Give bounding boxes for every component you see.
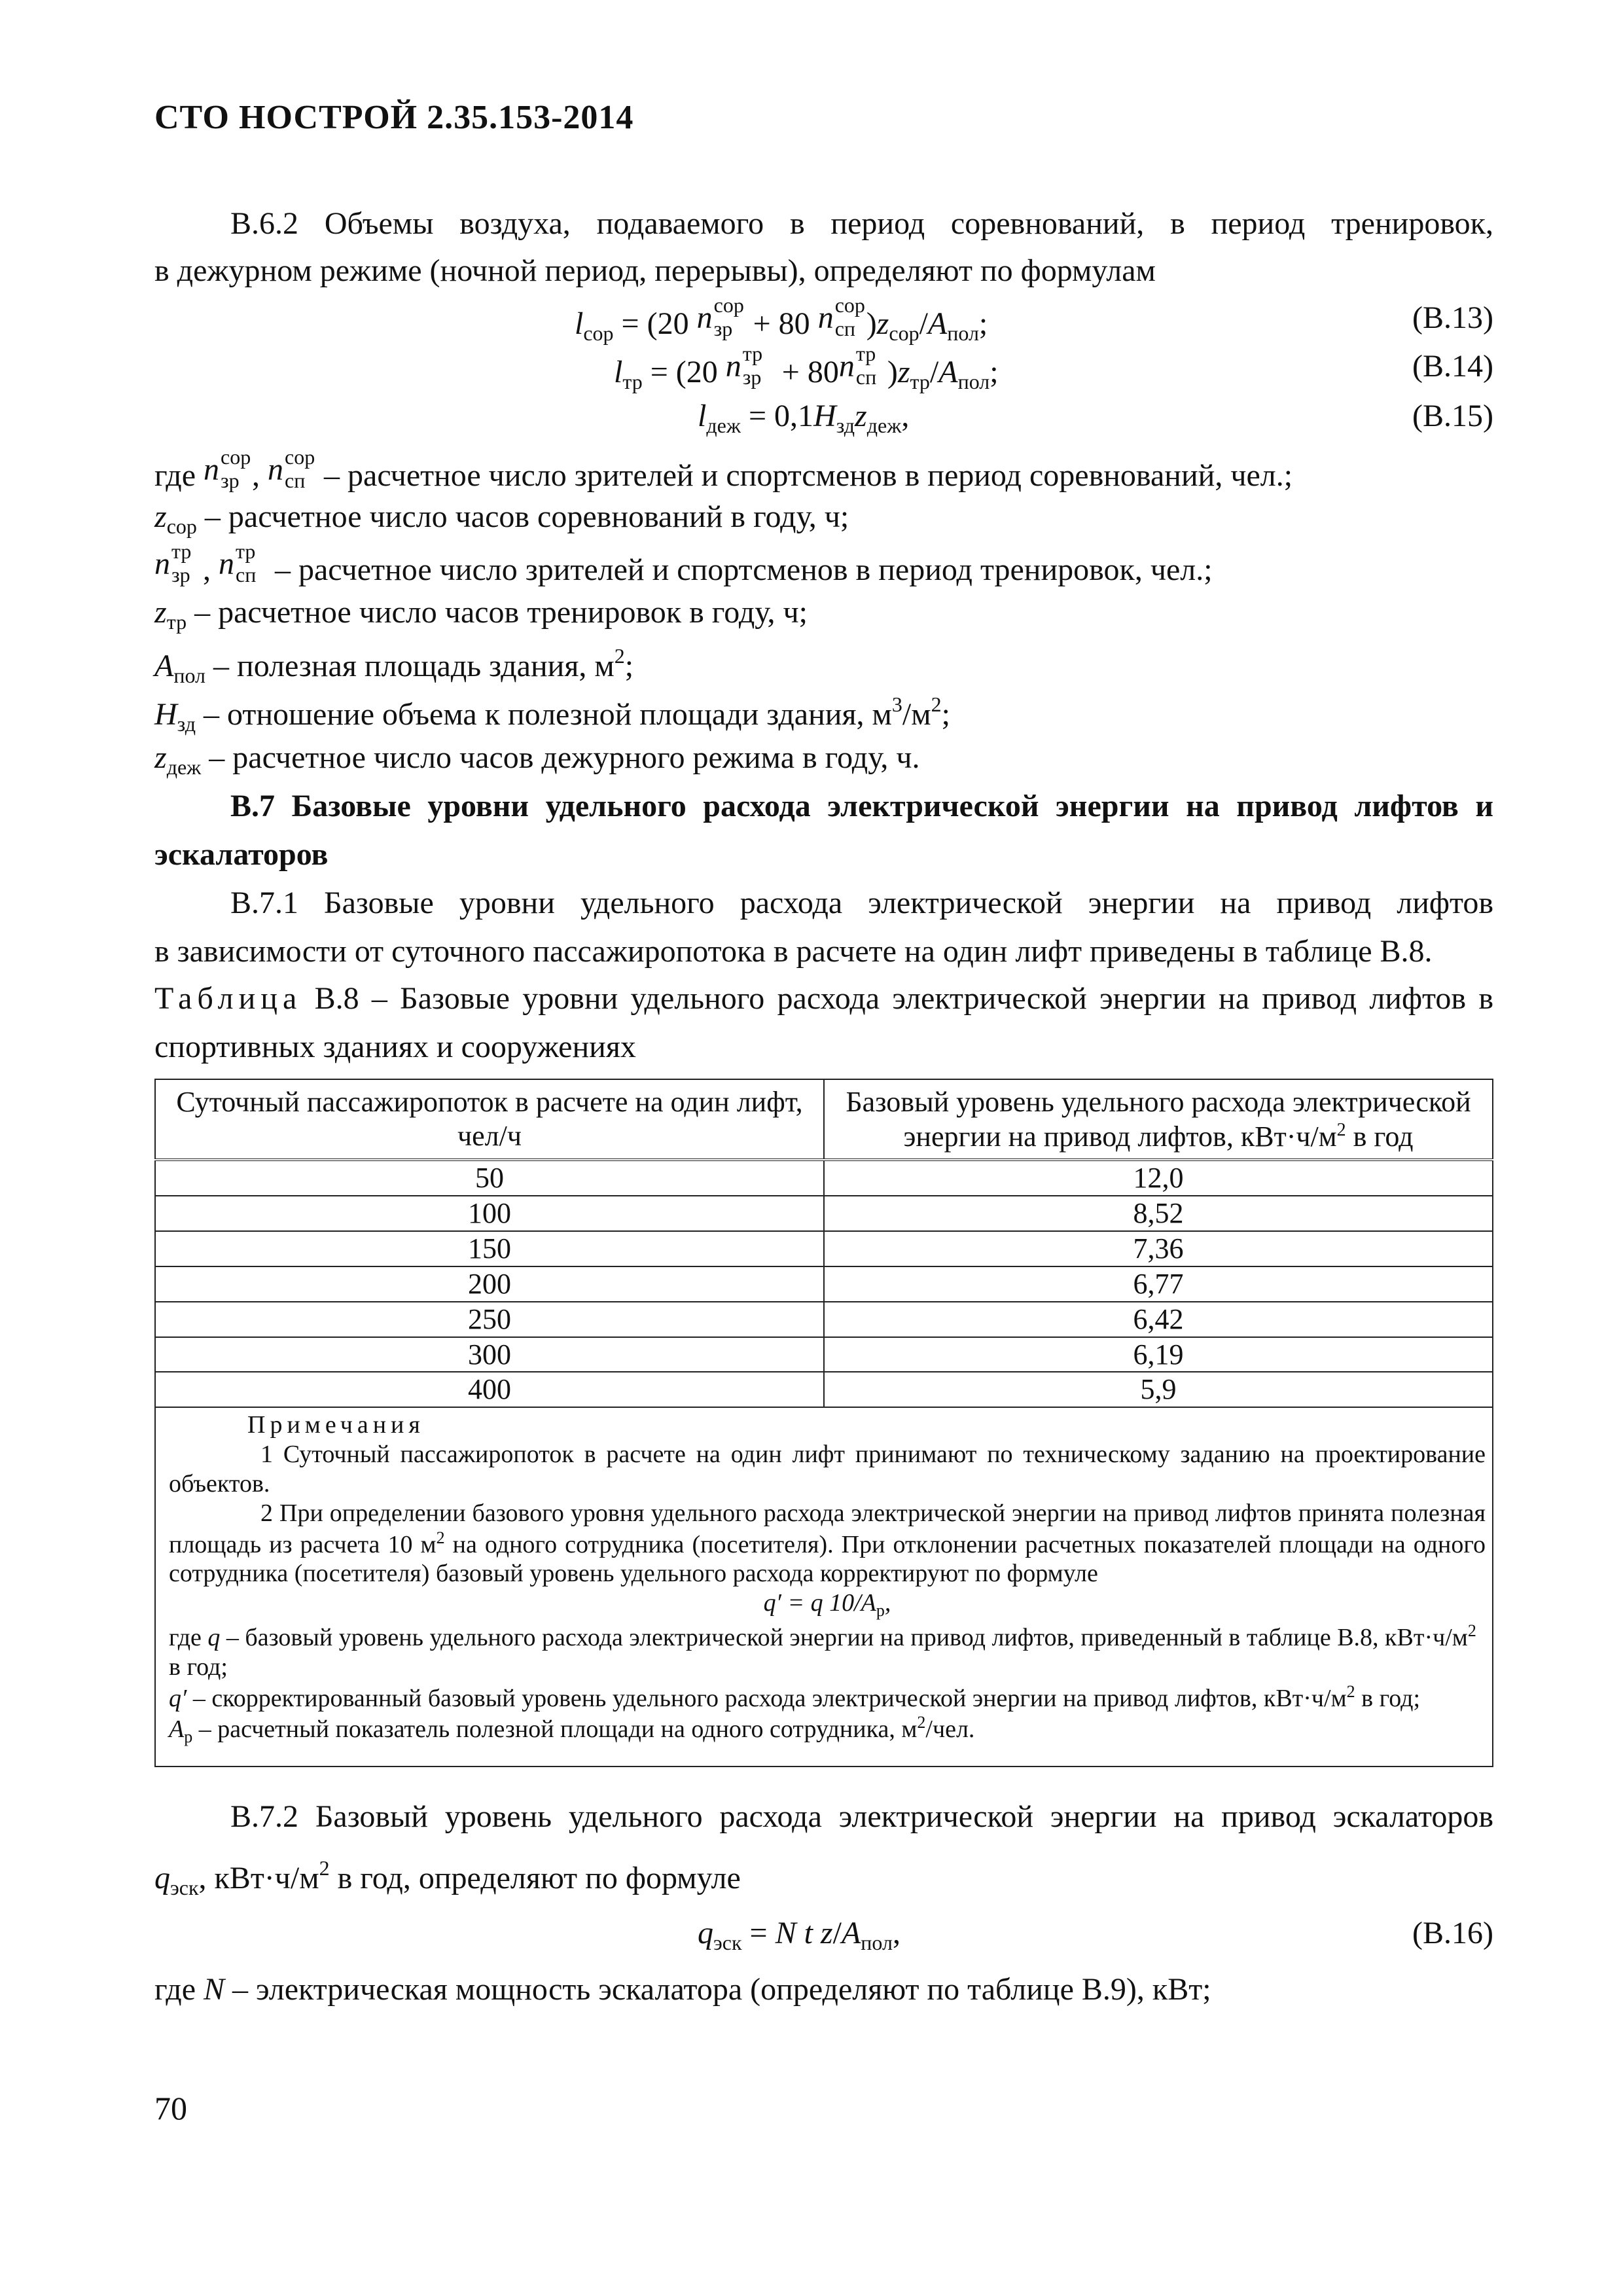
- definition-z-sor: $z_{сор}$ – расчетное число часов соревнований в году, ч;: [154, 499, 849, 538]
- cell-flow: 300: [155, 1337, 824, 1372]
- column-header-flow: Суточный пассажиропоток в расчете на один лифт, чел/ч: [155, 1079, 824, 1160]
- cell-flow: 250: [155, 1302, 824, 1337]
- para-b72-line2: $q_{эск}$, $кВт\cdot ч/м^2$ в год, определяют по формуле: [154, 1856, 741, 1899]
- note-def-ap: $A_р$ – расчетный показатель полезной площади на одного сотрудника, $м^2$/чел.: [169, 1713, 975, 1747]
- note-1: 1 Суточный пассажиропоток в расчете на один лифт принимают по техническому заданию на проектирование объектов.: [169, 1441, 1486, 1498]
- formula-b14: $l_{тр} = (20$ n тр зр + 80 n тр сп )$z_{тр}/A_{пол}$;: [614, 342, 999, 393]
- formula-b13: $l_{сор} = (20$ n сор зр + 80 n сор сп )$z_{сор}/A_{пол}$;: [575, 293, 988, 345]
- definition-n-tr: n тр зр , n тр сп – расчетное число зрителей и спортсменов в период тренировок, чел.;: [154, 539, 1213, 587]
- definition-h-zd: $H_{зд}$ – отношение объема к полезной площади здания, $м^3/м^2$;: [154, 692, 950, 736]
- cell-level: 6,42: [824, 1302, 1493, 1337]
- definition-n-sor: где n сор зр , n сор сп – расчетное число зрителей и спортсменов в период соревнований, чел.;: [154, 445, 1293, 493]
- para-b71-line2: в зависимости от суточного пассажиропотока в расчете на один лифт приведены в таблице В.8.: [154, 934, 1433, 969]
- table-caption-line1: Таблица В.8 – Базовые уровни удельного расхода электрической энергии на привод лифтов в: [154, 981, 1494, 1016]
- definition-z-tr: $z_{тр}$ – расчетное число часов тренировок в году, ч;: [154, 595, 808, 634]
- table-row: [155, 1372, 1493, 1407]
- para-b62-line2: в дежурном режиме (ночной период, перерывы), определяют по формулам: [154, 253, 1156, 288]
- formula-b15: $l_{деж} = 0,1H_{зд}z_{деж}$,: [698, 399, 910, 437]
- para-b71-line1: В.7.1 Базовые уровни удельного расхода электрической энергии на привод лифтов: [230, 886, 1493, 920]
- cell-level: 7,36: [824, 1231, 1493, 1266]
- table-row: [155, 1160, 1493, 1196]
- note-def-q: где q – базовый уровень удельного расхода электрической энергии на привод лифтов, приведенный в таблице В.8, $кВт\cdot ч/м^2$ в год;: [169, 1621, 1476, 1681]
- table-row: [155, 1266, 1493, 1302]
- cell-flow: 400: [155, 1372, 824, 1407]
- equation-number-b14: (В.14): [1412, 349, 1493, 384]
- formula-b16: $q_{эск} = N$ t $z/A_{пол}$,: [698, 1916, 901, 1954]
- cell-level: 12,0: [824, 1160, 1493, 1196]
- note-2: 2 При определении базового уровня удельного расхода электрической энергии на привод лифтов принята полезная площадь из расчета 10 $м^2$ на одного сотрудника (посетителя). При отклонении расчетных показателей площади на одного сотрудника (посетителя) базовый уровень удельного расхода корректируют по формуле: [169, 1499, 1486, 1588]
- table-notes-row: [155, 1407, 1493, 1767]
- cell-level: 6,19: [824, 1337, 1493, 1372]
- note-def-q-prime: q′ – скорректированный базовый уровень удельного расхода электрической энергии на привод лифтов, $кВт\cdot ч/м^2$ в год;: [169, 1681, 1421, 1712]
- section-b7-title-line1: В.7 Базовые уровни удельного расхода электрической энергии на привод лифтов и: [230, 789, 1493, 823]
- section-b7-title-line2: эскалаторов: [154, 837, 329, 872]
- para-b62-line1: В.6.2 Объемы воздуха, подаваемого в период соревнований, в период тренировок,: [230, 206, 1493, 241]
- column-header-level: Базовый уровень удельного расхода электрической энергии на привод лифтов, $кВт\cdot ч/м^2$ в год: [824, 1079, 1493, 1160]
- cell-flow: 150: [155, 1231, 824, 1266]
- table-row: [155, 1196, 1493, 1231]
- standard-header: СТО НОСТРОЙ 2.35.153-2014: [154, 99, 634, 136]
- para-b72-line1: В.7.2 Базовый уровень удельного расхода электрической энергии на привод эскалаторов: [230, 1799, 1493, 1834]
- table-row: [155, 1337, 1493, 1372]
- note-formula: q′ = q $10/A_р$,: [763, 1589, 891, 1621]
- equation-number-b13: (В.13): [1412, 300, 1493, 335]
- cell-flow: 200: [155, 1266, 824, 1302]
- definition-a-pol: $A_{пол}$ – полезная площадь здания, $м^2$;: [154, 644, 634, 687]
- cell-level: 6,77: [824, 1266, 1493, 1302]
- notes-title: Примечания: [247, 1411, 425, 1439]
- definition-z-dezh: $z_{деж}$ – расчетное число часов дежурного режима в году, ч.: [154, 740, 920, 779]
- cell-flow: 50: [155, 1160, 824, 1196]
- table-caption-line2: спортивных зданиях и сооружениях: [154, 1030, 636, 1064]
- table-b8: [154, 1079, 1493, 1767]
- equation-number-b15: (В.15): [1412, 399, 1493, 433]
- cell-flow: 100: [155, 1196, 824, 1231]
- table-notes: [155, 1407, 1493, 1767]
- definition-n: где N – электрическая мощность эскалатора (определяют по таблице В.9), кВт;: [154, 1972, 1211, 2007]
- cell-level: 8,52: [824, 1196, 1493, 1231]
- table-row: [155, 1302, 1493, 1337]
- table-row: [155, 1231, 1493, 1266]
- equation-number-b16: (В.16): [1412, 1916, 1493, 1950]
- page-number: 70: [154, 2090, 187, 2126]
- cell-level: 5,9: [824, 1372, 1493, 1407]
